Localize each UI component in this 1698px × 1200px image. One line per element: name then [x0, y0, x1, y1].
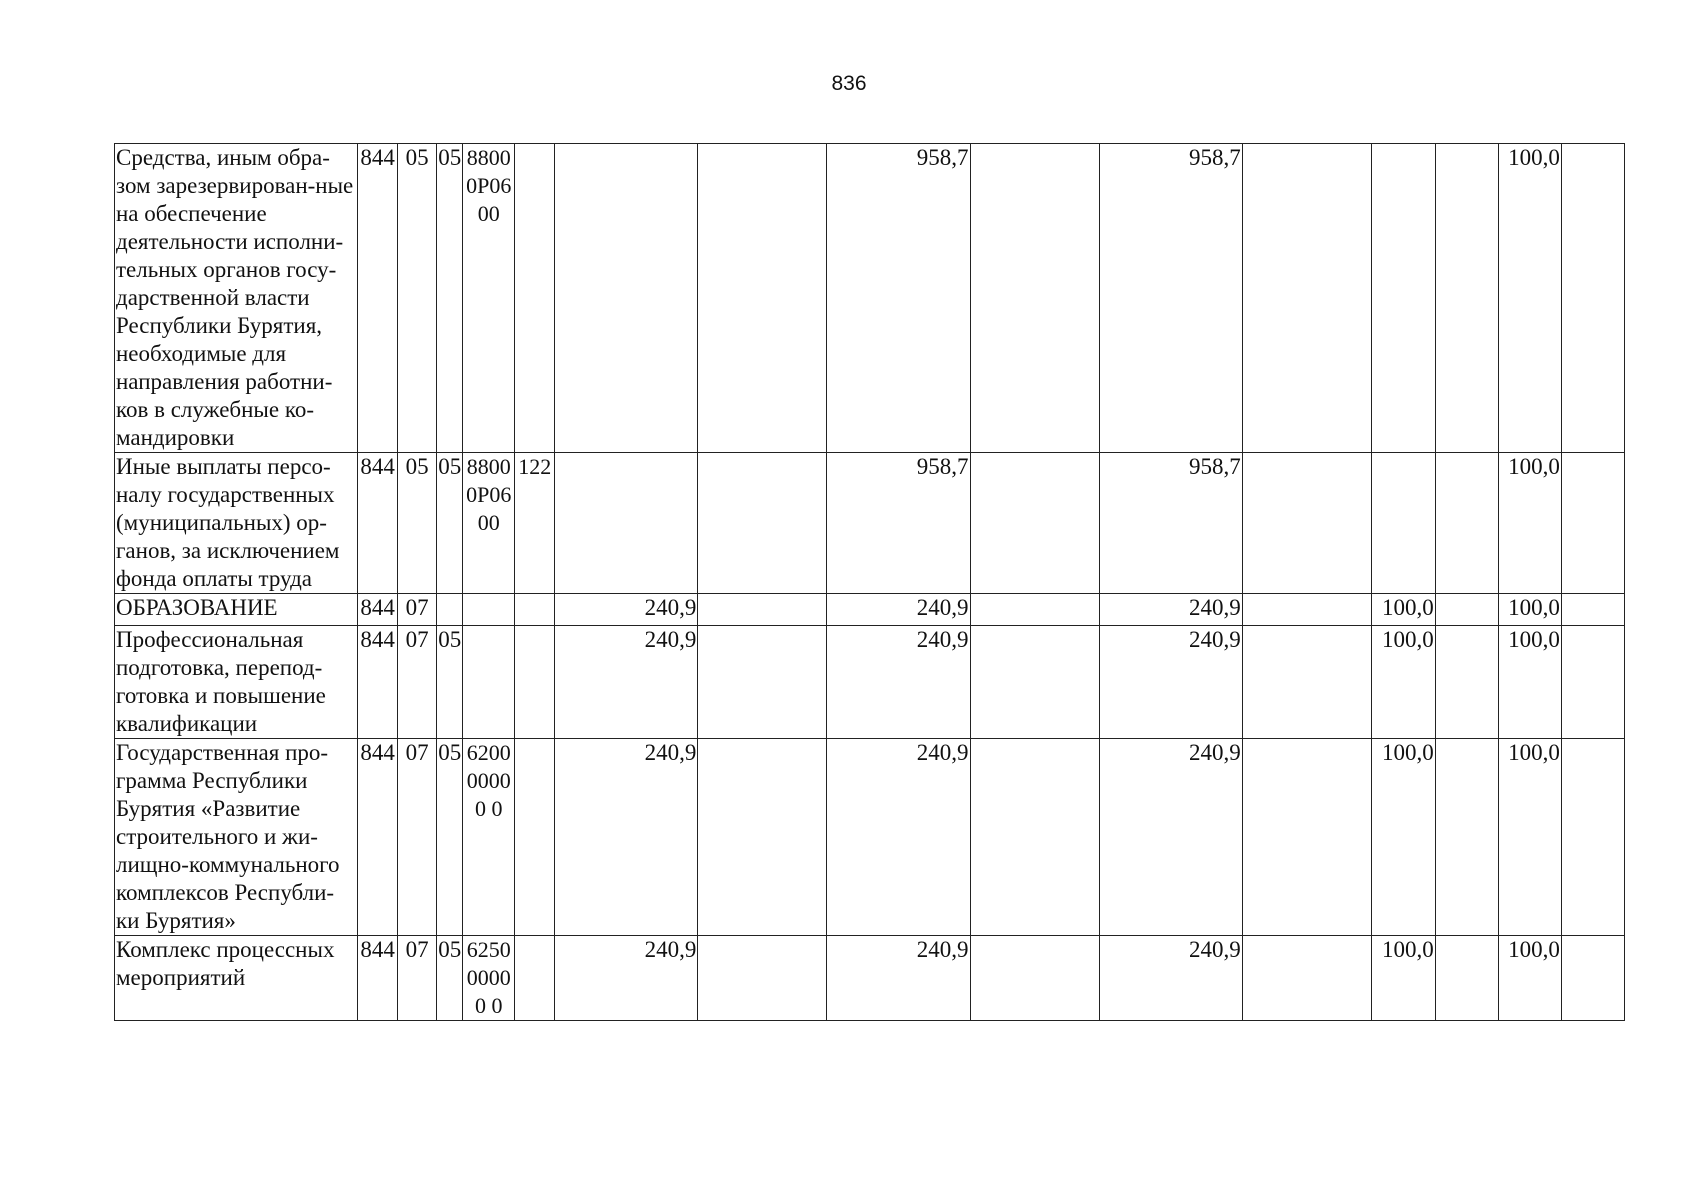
value-col-5: 958,7: [1099, 144, 1242, 453]
value-col-10: [1561, 936, 1624, 1021]
value-col-4: [970, 739, 1099, 936]
csr-code: [463, 626, 515, 739]
value-col-4: [970, 453, 1099, 594]
value-col-7: 100,0: [1371, 626, 1435, 739]
csr-code: 88000Р0600: [463, 144, 515, 453]
rz-code: 07: [398, 936, 437, 1021]
value-col-7: [1371, 453, 1435, 594]
value-col-8: [1435, 453, 1498, 594]
rz-code: 05: [398, 453, 437, 594]
value-col-10: [1561, 594, 1624, 626]
csr-code: 88000Р0600: [463, 453, 515, 594]
value-col-10: [1561, 453, 1624, 594]
table-row: [115, 594, 1625, 626]
vr-code: [515, 594, 555, 626]
value-col-9: 100,0: [1498, 453, 1561, 594]
value-col-1: 240,9: [555, 594, 698, 626]
vr-code: [515, 626, 555, 739]
rz-code: 07: [398, 594, 437, 626]
value-col-9: 100,0: [1498, 936, 1561, 1021]
value-col-4: [970, 936, 1099, 1021]
row-name: ОБРАЗОВАНИЕ: [115, 594, 358, 626]
value-col-1: [555, 144, 698, 453]
value-col-6: [1242, 594, 1371, 626]
csr-code: 620000000 0: [463, 739, 515, 936]
value-col-4: [970, 594, 1099, 626]
value-col-1: 240,9: [555, 626, 698, 739]
rz-code: 05: [398, 144, 437, 453]
row-name: Профессиональная подготовка, перепод-готовка и повышение квалификации: [115, 626, 358, 739]
value-col-10: [1561, 626, 1624, 739]
value-col-8: [1435, 936, 1498, 1021]
value-col-8: [1435, 739, 1498, 936]
row-name: Комплекс процессных мероприятий: [115, 936, 358, 1021]
value-col-3: 958,7: [827, 144, 970, 453]
vr-code: [515, 144, 555, 453]
value-col-9: 100,0: [1498, 626, 1561, 739]
rz-code: 07: [398, 739, 437, 936]
ved-code: 844: [358, 936, 398, 1021]
value-col-3: 240,9: [827, 739, 970, 936]
value-col-1: 240,9: [555, 739, 698, 936]
value-col-5: 240,9: [1099, 936, 1242, 1021]
value-col-2: [698, 739, 827, 936]
ved-code: 844: [358, 594, 398, 626]
value-col-7: [1371, 144, 1435, 453]
value-col-6: [1242, 144, 1371, 453]
row-name: Государственная про-грамма Республики Бурятия «Развитие строительного и жи-лищно-коммунального комплексов Республи-ки Бурятия»: [115, 739, 358, 936]
value-col-10: [1561, 144, 1624, 453]
value-col-7: 100,0: [1371, 739, 1435, 936]
pr-code: 05: [437, 144, 463, 453]
table-row: [115, 626, 1625, 739]
vr-code: [515, 936, 555, 1021]
vr-code: [515, 739, 555, 936]
value-col-3: 958,7: [827, 453, 970, 594]
pr-code: 05: [437, 739, 463, 936]
table-row: [115, 453, 1625, 594]
ved-code: 844: [358, 739, 398, 936]
csr-code: [463, 594, 515, 626]
value-col-7: 100,0: [1371, 936, 1435, 1021]
value-col-4: [970, 626, 1099, 739]
vr-code: 122: [515, 453, 555, 594]
pr-code: 05: [437, 936, 463, 1021]
value-col-5: 958,7: [1099, 453, 1242, 594]
value-col-9: 100,0: [1498, 594, 1561, 626]
value-col-3: 240,9: [827, 594, 970, 626]
value-col-2: [698, 936, 827, 1021]
pr-code: [437, 594, 463, 626]
value-col-6: [1242, 936, 1371, 1021]
value-col-6: [1242, 453, 1371, 594]
value-col-3: 240,9: [827, 626, 970, 739]
ved-code: 844: [358, 453, 398, 594]
value-col-5: 240,9: [1099, 594, 1242, 626]
value-col-3: 240,9: [827, 936, 970, 1021]
value-col-1: 240,9: [555, 936, 698, 1021]
value-col-4: [970, 144, 1099, 453]
value-col-1: [555, 453, 698, 594]
value-col-6: [1242, 739, 1371, 936]
value-col-10: [1561, 739, 1624, 936]
rz-code: 07: [398, 626, 437, 739]
table-row: [115, 144, 1625, 453]
value-col-9: 100,0: [1498, 144, 1561, 453]
csr-code: 625000000 0: [463, 936, 515, 1021]
page-number: 836: [831, 72, 867, 95]
row-name: Средства, иным обра-зом зарезервирован-ные на обеспечение деятельности исполни-тельных органов госу-дарственной власти Республики Бурятия, необходимые для направления работни-ков в служебные ко-мандировки: [115, 144, 358, 453]
value-col-8: [1435, 144, 1498, 453]
value-col-8: [1435, 594, 1498, 626]
value-col-5: 240,9: [1099, 626, 1242, 739]
pr-code: 05: [437, 453, 463, 594]
row-name: Иные выплаты персо-налу государственных (муниципальных) ор-ганов, за исключением фонда оплаты труда: [115, 453, 358, 594]
ved-code: 844: [358, 626, 398, 739]
budget-table: [114, 143, 1625, 1021]
value-col-2: [698, 144, 827, 453]
value-col-6: [1242, 626, 1371, 739]
value-col-7: 100,0: [1371, 594, 1435, 626]
table-row: [115, 739, 1625, 936]
pr-code: 05: [437, 626, 463, 739]
value-col-2: [698, 626, 827, 739]
value-col-8: [1435, 626, 1498, 739]
table-row: [115, 936, 1625, 1021]
value-col-5: 240,9: [1099, 739, 1242, 936]
value-col-9: 100,0: [1498, 739, 1561, 936]
value-col-2: [698, 453, 827, 594]
ved-code: 844: [358, 144, 398, 453]
value-col-2: [698, 594, 827, 626]
